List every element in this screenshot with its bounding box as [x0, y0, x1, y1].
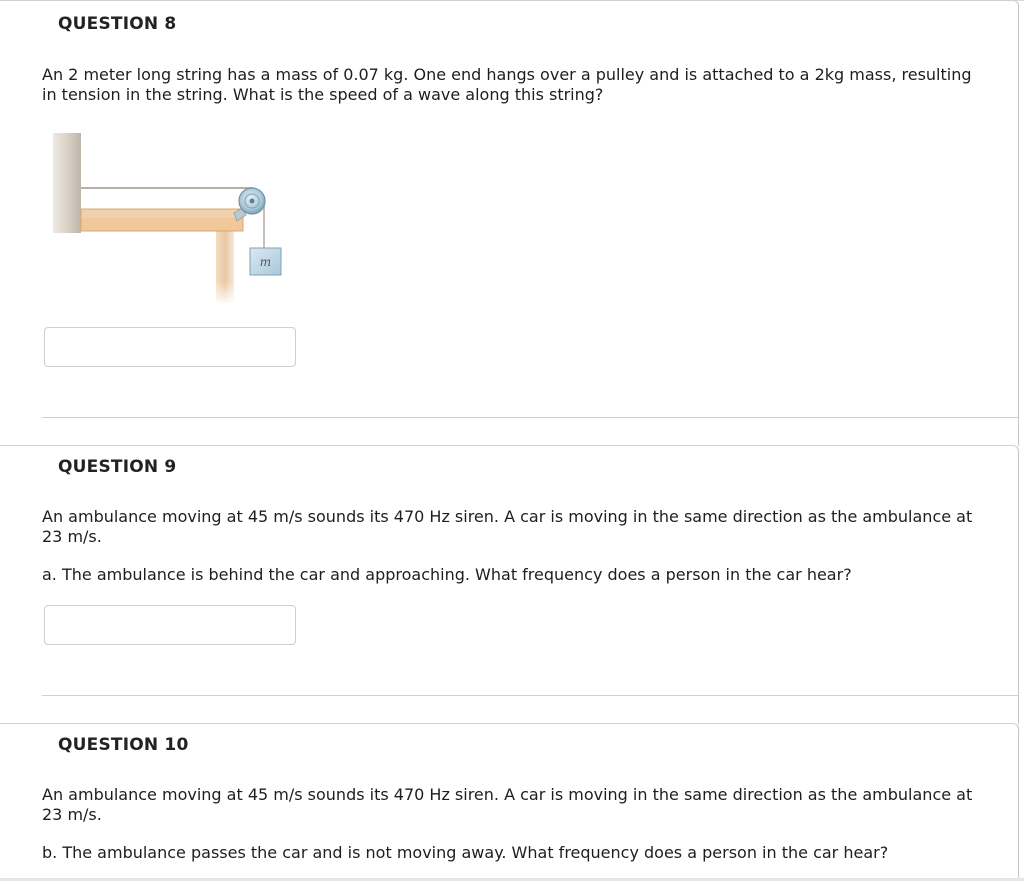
question-title: QUESTION 10 — [58, 735, 189, 755]
pulley-diagram-graphic — [48, 129, 288, 305]
question-subtext: a. The ambulance is behind the car and approaching. What frequency does a person in the car hear? — [42, 565, 852, 584]
answer-input[interactable] — [44, 327, 296, 367]
mass-label: m — [259, 255, 272, 269]
question-subtext: b. The ambulance passes the car and is not moving away. What frequency does a person in the car hear? — [42, 843, 889, 862]
question-text: An ambulance moving at 45 m/s sounds its 470 Hz siren. A car is moving in the same direction as the ambulance at 23 m/s. — [42, 785, 973, 824]
question-10 — [0, 723, 1019, 881]
question-9 — [0, 445, 1019, 724]
pulley-diagram — [48, 129, 288, 305]
wall — [53, 133, 81, 233]
question-separator — [42, 695, 1018, 696]
answer-input[interactable] — [44, 605, 296, 645]
table-top — [81, 209, 243, 218]
question-title: QUESTION 9 — [58, 457, 177, 477]
question-title: QUESTION 8 — [58, 14, 177, 34]
question-separator — [42, 417, 1018, 418]
question-text: An ambulance moving at 45 m/s sounds its 470 Hz siren. A car is moving in the same direction as the ambulance at 23 m/s. — [42, 507, 973, 546]
question-text: An 2 meter long string has a mass of 0.07 kg. One end hangs over a pulley and is attached to a 2kg mass, resulting in tension in the string. What is the speed of a wave along this string? — [42, 65, 972, 104]
